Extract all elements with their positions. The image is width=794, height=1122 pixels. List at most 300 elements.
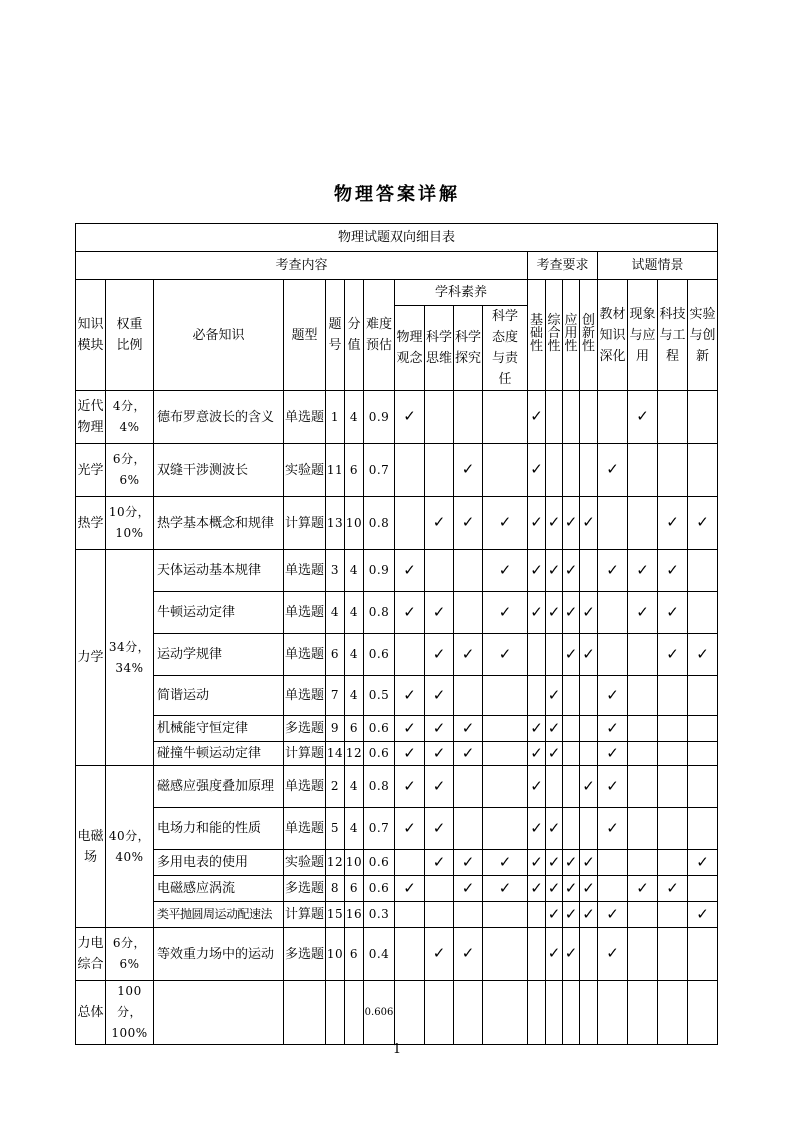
score-cell: 4 xyxy=(345,550,364,592)
check-cell xyxy=(658,391,688,444)
difficulty-cell: 0.6 xyxy=(364,876,395,902)
score-cell: 6 xyxy=(345,876,364,902)
check-cell xyxy=(395,902,425,928)
col-req-innovative: 创 新 性 xyxy=(580,280,598,391)
check-icon: ✓ xyxy=(403,743,416,762)
check-cell xyxy=(658,634,688,676)
check-icon: ✓ xyxy=(564,513,578,531)
check-icon: ✓ xyxy=(498,560,512,579)
document-title: 物理答案详解 xyxy=(334,184,460,205)
difficulty-cell: 0.8 xyxy=(364,497,395,550)
check-cell xyxy=(580,808,598,850)
check-cell xyxy=(658,676,688,716)
score-cell: 6 xyxy=(345,928,364,981)
module-weight: 40分， 40% xyxy=(106,766,154,928)
knowledge-cell: 牛顿运动定律 xyxy=(154,592,284,634)
check-cell xyxy=(580,766,598,808)
check-cell xyxy=(628,766,658,808)
check-cell xyxy=(425,676,454,716)
knowledge-cell: 运动学规律 xyxy=(154,634,284,676)
type-cell: 实验题 xyxy=(284,444,326,497)
check-cell xyxy=(580,634,598,676)
check-cell xyxy=(688,928,718,981)
check-icon: ✓ xyxy=(432,852,446,871)
page-number: 1 xyxy=(392,1042,402,1057)
check-cell xyxy=(425,716,454,742)
check-cell xyxy=(658,876,688,902)
check-icon: ✓ xyxy=(582,513,595,531)
col-score: 分 值 xyxy=(345,280,364,391)
check-cell xyxy=(425,742,454,766)
check-icon: ✓ xyxy=(547,602,561,621)
check-icon: ✓ xyxy=(636,602,649,621)
knowledge-cell: 磁感应强度叠加原理 xyxy=(154,766,284,808)
check-cell xyxy=(528,676,546,716)
check-cell xyxy=(580,742,598,766)
check-cell xyxy=(563,928,580,981)
check-icon: ✓ xyxy=(403,818,416,837)
check-cell xyxy=(454,742,483,766)
score-cell: 4 xyxy=(345,808,364,850)
empty-cell xyxy=(598,981,628,1045)
check-cell xyxy=(546,850,563,876)
check-cell xyxy=(395,391,425,444)
check-cell xyxy=(546,592,563,634)
type-cell: 多选题 xyxy=(284,716,326,742)
check-icon: ✓ xyxy=(547,560,561,579)
check-cell xyxy=(425,902,454,928)
col-type: 题型 xyxy=(284,280,326,391)
score-cell: 6 xyxy=(345,716,364,742)
check-cell xyxy=(546,497,563,550)
check-cell xyxy=(563,676,580,716)
table-row xyxy=(76,592,718,634)
check-icon: ✓ xyxy=(530,878,543,897)
empty-cell xyxy=(688,981,718,1045)
empty-cell xyxy=(395,981,425,1045)
check-cell xyxy=(563,716,580,742)
check-icon: ✓ xyxy=(432,743,446,762)
empty-cell xyxy=(284,981,326,1045)
check-cell xyxy=(528,902,546,928)
check-icon: ✓ xyxy=(582,878,595,897)
check-cell xyxy=(628,808,658,850)
score-cell: 4 xyxy=(345,592,364,634)
col-req-comprehensive: 综 合 性 xyxy=(546,280,563,391)
check-cell xyxy=(688,634,718,676)
type-cell: 单选题 xyxy=(284,676,326,716)
score-cell: 12 xyxy=(345,742,364,766)
check-cell xyxy=(580,716,598,742)
check-cell xyxy=(563,444,580,497)
check-icon: ✓ xyxy=(582,602,595,621)
check-icon: ✓ xyxy=(564,904,578,923)
check-icon: ✓ xyxy=(606,718,619,737)
module-weight: 4分， 4% xyxy=(106,391,154,444)
check-cell xyxy=(425,391,454,444)
check-cell xyxy=(425,808,454,850)
check-icon: ✓ xyxy=(606,560,619,579)
check-cell xyxy=(395,850,425,876)
check-cell xyxy=(454,808,483,850)
table-row-total xyxy=(76,981,718,1045)
check-cell xyxy=(483,716,528,742)
check-icon: ✓ xyxy=(666,602,679,621)
check-cell xyxy=(628,497,658,550)
check-cell xyxy=(658,497,688,550)
check-cell xyxy=(598,497,628,550)
check-cell xyxy=(425,444,454,497)
module-weight: 10分， 10% xyxy=(106,497,154,550)
check-cell xyxy=(483,592,528,634)
check-cell xyxy=(563,742,580,766)
knowledge-cell: 热学基本概念和规律 xyxy=(154,497,284,550)
col-scenario-tech: 科技 与工 程 xyxy=(658,280,688,391)
check-cell xyxy=(546,550,563,592)
check-icon: ✓ xyxy=(461,743,475,762)
check-icon: ✓ xyxy=(530,852,543,871)
difficulty-cell: 0.3 xyxy=(364,902,395,928)
difficulty-cell: 0.7 xyxy=(364,808,395,850)
check-cell xyxy=(598,876,628,902)
difficulty-cell: 0.4 xyxy=(364,928,395,981)
check-cell xyxy=(528,391,546,444)
check-cell xyxy=(395,808,425,850)
check-cell xyxy=(483,808,528,850)
check-cell xyxy=(628,742,658,766)
check-cell xyxy=(658,902,688,928)
check-cell xyxy=(528,808,546,850)
check-icon: ✓ xyxy=(547,818,561,837)
check-icon: ✓ xyxy=(530,718,543,737)
check-icon: ✓ xyxy=(498,852,512,871)
check-icon: ✓ xyxy=(530,460,543,478)
check-icon: ✓ xyxy=(461,718,475,737)
check-cell xyxy=(454,902,483,928)
check-cell xyxy=(688,676,718,716)
empty-cell xyxy=(483,981,528,1045)
check-icon: ✓ xyxy=(432,644,446,663)
check-icon: ✓ xyxy=(461,944,475,962)
check-cell xyxy=(598,928,628,981)
check-cell xyxy=(395,676,425,716)
check-cell xyxy=(598,444,628,497)
check-cell xyxy=(563,634,580,676)
check-cell xyxy=(628,850,658,876)
check-icon: ✓ xyxy=(547,878,561,897)
check-cell xyxy=(688,742,718,766)
check-cell xyxy=(658,550,688,592)
empty-cell xyxy=(528,981,546,1045)
check-cell xyxy=(395,766,425,808)
knowledge-cell: 德布罗意波长的含义 xyxy=(154,391,284,444)
check-cell xyxy=(483,902,528,928)
check-icon: ✓ xyxy=(403,718,416,737)
check-cell xyxy=(688,444,718,497)
number-cell: 9 xyxy=(326,716,345,742)
check-cell xyxy=(483,876,528,902)
check-cell xyxy=(425,592,454,634)
knowledge-cell: 类平抛圆周运动配速法 xyxy=(154,902,284,928)
number-cell: 4 xyxy=(326,592,345,634)
empty-cell xyxy=(326,981,345,1045)
difficulty-cell: 0.5 xyxy=(364,676,395,716)
check-cell xyxy=(528,766,546,808)
score-cell: 4 xyxy=(345,676,364,716)
type-cell: 单选题 xyxy=(284,808,326,850)
check-icon: ✓ xyxy=(432,685,446,704)
check-icon: ✓ xyxy=(606,944,619,962)
check-cell xyxy=(454,391,483,444)
check-icon: ✓ xyxy=(403,685,416,704)
check-icon: ✓ xyxy=(530,560,543,579)
check-cell xyxy=(580,928,598,981)
check-icon: ✓ xyxy=(582,904,595,923)
table-row xyxy=(76,716,718,742)
knowledge-cell: 双缝干涉测波长 xyxy=(154,444,284,497)
check-icon: ✓ xyxy=(432,602,446,621)
check-cell xyxy=(628,391,658,444)
check-icon: ✓ xyxy=(696,513,709,531)
table-row xyxy=(76,850,718,876)
check-cell xyxy=(425,928,454,981)
check-cell xyxy=(688,766,718,808)
check-cell xyxy=(454,592,483,634)
knowledge-cell: 碰撞牛顿运动定律 xyxy=(154,742,284,766)
check-icon: ✓ xyxy=(666,513,679,531)
type-cell: 单选题 xyxy=(284,592,326,634)
type-cell: 单选题 xyxy=(284,634,326,676)
check-cell xyxy=(688,808,718,850)
check-cell xyxy=(395,876,425,902)
check-icon: ✓ xyxy=(461,644,475,663)
check-cell xyxy=(395,497,425,550)
table-caption: 物理试题双向细目表 xyxy=(76,224,718,252)
check-cell xyxy=(563,902,580,928)
knowledge-cell: 等效重力场中的运动 xyxy=(154,928,284,981)
check-cell xyxy=(425,766,454,808)
check-cell xyxy=(528,444,546,497)
check-icon: ✓ xyxy=(498,513,512,531)
check-cell xyxy=(395,928,425,981)
check-icon: ✓ xyxy=(564,602,578,621)
check-cell xyxy=(628,634,658,676)
col-req-basic: 基 础 性 xyxy=(528,280,546,391)
check-icon: ✓ xyxy=(636,560,649,579)
check-icon: ✓ xyxy=(547,685,561,704)
check-cell xyxy=(658,850,688,876)
check-cell xyxy=(483,676,528,716)
col-lit-inquiry: 科学 探究 xyxy=(454,306,483,391)
col-lit-concept: 物理 观念 xyxy=(395,306,425,391)
table-row xyxy=(76,444,718,497)
empty-cell xyxy=(425,981,454,1045)
check-cell xyxy=(598,808,628,850)
check-cell xyxy=(454,766,483,808)
check-cell xyxy=(628,676,658,716)
check-cell xyxy=(563,766,580,808)
check-cell xyxy=(454,676,483,716)
check-cell xyxy=(580,850,598,876)
type-cell: 多选题 xyxy=(284,928,326,981)
check-icon: ✓ xyxy=(666,644,679,663)
number-cell: 11 xyxy=(326,444,345,497)
header-scenario: 试题情景 xyxy=(598,252,718,280)
check-icon: ✓ xyxy=(606,818,619,837)
knowledge-cell: 电磁感应涡流 xyxy=(154,876,284,902)
check-cell xyxy=(628,716,658,742)
number-cell: 10 xyxy=(326,928,345,981)
number-cell: 5 xyxy=(326,808,345,850)
check-cell xyxy=(546,902,563,928)
check-cell xyxy=(528,742,546,766)
knowledge-cell: 天体运动基本规律 xyxy=(154,550,284,592)
check-cell xyxy=(528,550,546,592)
score-cell: 10 xyxy=(345,850,364,876)
check-cell xyxy=(528,497,546,550)
check-cell xyxy=(598,716,628,742)
number-cell: 14 xyxy=(326,742,345,766)
check-cell xyxy=(395,592,425,634)
score-cell: 4 xyxy=(345,634,364,676)
check-cell xyxy=(546,808,563,850)
check-cell xyxy=(395,742,425,766)
check-cell xyxy=(528,850,546,876)
empty-cell xyxy=(658,981,688,1045)
check-cell xyxy=(580,444,598,497)
check-icon: ✓ xyxy=(461,513,475,531)
check-cell xyxy=(598,742,628,766)
check-cell xyxy=(563,550,580,592)
check-icon: ✓ xyxy=(403,878,416,897)
check-icon: ✓ xyxy=(461,852,475,871)
check-icon: ✓ xyxy=(582,852,595,871)
check-cell xyxy=(628,928,658,981)
check-cell xyxy=(688,391,718,444)
total-label: 总体 xyxy=(76,981,106,1045)
check-cell xyxy=(454,634,483,676)
check-icon: ✓ xyxy=(432,513,446,531)
type-cell: 单选题 xyxy=(284,766,326,808)
number-cell: 7 xyxy=(326,676,345,716)
table-row xyxy=(76,634,718,676)
check-cell xyxy=(483,766,528,808)
header-requirements: 考查要求 xyxy=(528,252,598,280)
table-row xyxy=(76,391,718,444)
check-cell xyxy=(598,766,628,808)
empty-cell xyxy=(580,981,598,1045)
check-cell xyxy=(483,928,528,981)
table-row xyxy=(76,497,718,550)
check-cell xyxy=(628,592,658,634)
check-icon: ✓ xyxy=(461,878,475,897)
col-req-applied: 应 用 性 xyxy=(563,280,580,391)
check-icon: ✓ xyxy=(403,602,416,621)
check-cell xyxy=(483,742,528,766)
check-icon: ✓ xyxy=(432,944,446,962)
check-cell xyxy=(658,808,688,850)
check-cell xyxy=(395,634,425,676)
table-row xyxy=(76,876,718,902)
check-icon: ✓ xyxy=(530,818,543,837)
check-icon: ✓ xyxy=(530,776,543,795)
empty-cell xyxy=(454,981,483,1045)
check-cell xyxy=(454,876,483,902)
check-cell xyxy=(483,497,528,550)
check-cell xyxy=(528,876,546,902)
check-cell xyxy=(688,716,718,742)
check-cell xyxy=(563,592,580,634)
module-name: 热学 xyxy=(76,497,106,550)
check-cell xyxy=(425,634,454,676)
table-row xyxy=(76,766,718,808)
check-cell xyxy=(425,497,454,550)
difficulty-cell: 0.8 xyxy=(364,766,395,808)
number-cell: 1 xyxy=(326,391,345,444)
module-name: 力学 xyxy=(76,550,106,766)
check-icon: ✓ xyxy=(530,407,543,425)
check-icon: ✓ xyxy=(582,776,595,795)
empty-cell xyxy=(546,981,563,1045)
check-icon: ✓ xyxy=(498,644,512,663)
table-row xyxy=(76,742,718,766)
check-cell xyxy=(658,766,688,808)
check-cell xyxy=(546,634,563,676)
table-row xyxy=(76,928,718,981)
table-row xyxy=(76,550,718,592)
check-cell xyxy=(528,716,546,742)
check-icon: ✓ xyxy=(606,460,619,478)
col-knowledge: 必备知识 xyxy=(154,280,284,391)
check-cell xyxy=(658,742,688,766)
total-difficulty: 0.606 xyxy=(364,981,395,1045)
check-icon: ✓ xyxy=(547,944,561,962)
check-icon: ✓ xyxy=(636,878,649,897)
number-cell: 2 xyxy=(326,766,345,808)
col-weight: 权重 比例 xyxy=(106,280,154,391)
check-icon: ✓ xyxy=(498,602,512,621)
table-row xyxy=(76,676,718,716)
check-cell xyxy=(454,497,483,550)
check-cell xyxy=(580,876,598,902)
difficulty-cell: 0.6 xyxy=(364,716,395,742)
check-cell xyxy=(688,876,718,902)
check-icon: ✓ xyxy=(461,460,475,478)
number-cell: 13 xyxy=(326,497,345,550)
check-cell xyxy=(425,876,454,902)
module-weight: 34分， 34% xyxy=(106,550,154,766)
check-icon: ✓ xyxy=(696,904,709,923)
check-cell xyxy=(688,497,718,550)
col-lit-attitude: 科学 态度 与责 任 xyxy=(483,306,528,391)
check-cell xyxy=(528,928,546,981)
check-icon: ✓ xyxy=(547,718,561,737)
check-icon: ✓ xyxy=(606,904,619,923)
check-cell xyxy=(546,766,563,808)
check-cell xyxy=(580,550,598,592)
check-cell xyxy=(658,592,688,634)
check-cell xyxy=(395,444,425,497)
score-cell: 4 xyxy=(345,391,364,444)
check-cell xyxy=(598,592,628,634)
check-cell xyxy=(546,928,563,981)
table-row xyxy=(76,902,718,928)
check-cell xyxy=(580,676,598,716)
difficulty-cell: 0.9 xyxy=(364,550,395,592)
check-cell xyxy=(546,391,563,444)
check-cell xyxy=(454,444,483,497)
col-difficulty: 难度 预估 xyxy=(364,280,395,391)
